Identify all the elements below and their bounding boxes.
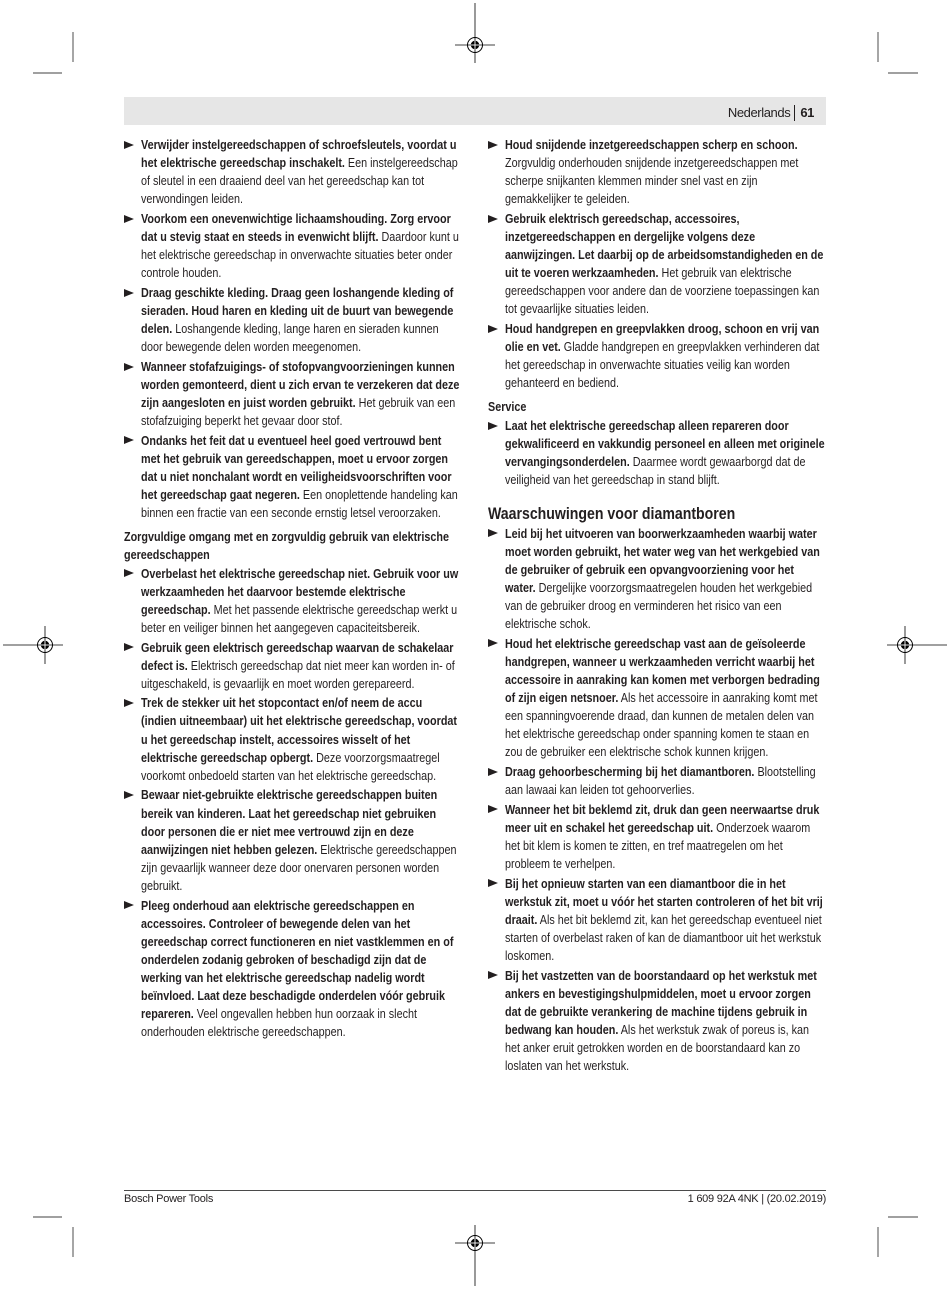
- instruction-text: Als het accessoire in aanraking komt met een spanningvoerende draad, dan kunnen de metalen delen van het elektrische gereedschap onder spanning komen te staan en zou de gebruiker een elektrische schok kunnen krijgen.: [505, 690, 818, 760]
- registration-dot: [41, 641, 49, 649]
- bullet-triangle-icon: [488, 215, 498, 223]
- instruction-text: Als het bit beklemd zit, kan het gereedschap eventueel niet starten of overbelast raken of kan de diamantboor uit het werkstuk loskomen.: [505, 911, 822, 964]
- safety-instruction: [124, 136, 460, 208]
- instruction-text: Veel ongevallen hebben hun oorzaak in slecht onderhouden elektrische gereedschappen.: [141, 1006, 417, 1040]
- left-column: [124, 136, 460, 1043]
- instruction-text: Met het passende elektrische gereedschap werkt u beter en veiliger binnen het aangegeven capaciteitsbereik.: [141, 601, 458, 635]
- registration-dot: [901, 641, 909, 649]
- instruction-emphasis: Houd handgrepen en greepvlakken droog, schoon en vrij van olie en vet.: [505, 321, 820, 355]
- section-heading-careful-use: Zorgvuldige omgang met en zorgvuldig gebruik van elektrische gereedschappen: [124, 529, 449, 563]
- instruction-text: Daardoor kunt u het elektrische gereedschap in onverwachte situaties beter onder controle houden.: [141, 229, 459, 281]
- instruction-emphasis: Houd snijdende inzetgereedschappen scherp en schoon.: [505, 137, 798, 152]
- instruction-text: Gladde handgrepen en greepvlakken verhinderen dat het gereedschap in onverwachte situaties veilig kan worden gehanteerd en bediend.: [505, 339, 820, 391]
- safety-instruction: [488, 801, 826, 873]
- instruction-text: Zorgvuldig onderhouden snijdende inzetgereedschappen met scherpe snijkanten klemmen minder snel vast en zijn gemakkelijker te geleiden.: [505, 155, 799, 207]
- bullet-triangle-icon: [124, 363, 134, 371]
- registration-dot: [471, 1239, 479, 1247]
- instruction-text: Een instelgereedschap of sleutel in een draaiend deel van het gereedschap kan tot verwondingen leiden.: [141, 155, 458, 207]
- bullet-triangle-icon: [488, 325, 498, 333]
- registration-dot: [471, 41, 479, 49]
- bullet-triangle-icon: [124, 643, 134, 651]
- instruction-text: Als het werkstuk zwak of poreus is, kan het anker eruit getrokken worden en de boorstandaard kan zo loslaten van het werkstuk.: [505, 1022, 810, 1074]
- registration-circle: [898, 638, 913, 653]
- instruction-text: Onderzoek waarom het bit klem is komen te zitten, en tref maatregelen om het probleem te verhelpen.: [505, 819, 811, 872]
- instruction-emphasis: Pleeg onderhoud aan elektrische gereedschappen en accessoires. Controleer of bewegende delen van het gereedschap correct functioneren en niet vastklemmen en of onderdelen zodanig gebroken of beschadigd zijn dat de werking van het elektrische gereedschap nadelig wordt beïnvloed. Laat deze beschadigde onderdelen vóór gebruik repareren.: [141, 897, 454, 1022]
- bullet-triangle-icon: [124, 791, 134, 799]
- instruction-text: Dergelijke voorzorgsmaatregelen houden het werkgebied van de gebruiker droog en verminderen het risico van een elektrische schok.: [505, 579, 813, 632]
- bullet-triangle-icon: [488, 422, 498, 430]
- safety-instruction: [124, 897, 460, 1042]
- right-column: [488, 136, 826, 1077]
- instruction-emphasis: Laat het elektrische gereedschap alleen repareren door gekwalificeerd en vakkundig personeel en alleen met originele vervangingsonderdelen.: [505, 418, 825, 470]
- safety-instruction: [124, 786, 460, 895]
- bullet-triangle-icon: [488, 639, 498, 647]
- instruction-text: Deze voorzorgsmaatregel voorkomt onbedoeld starten van het elektrische gereedschap.: [141, 749, 440, 783]
- safety-instruction: [124, 432, 460, 522]
- instruction-emphasis: Wanneer het bit beklemd zit, druk dan geen neerwaartse druk meer uit en schakel het gereedschap uit.: [505, 801, 820, 835]
- registration-circle: [468, 38, 483, 53]
- registration-mark-left: [3, 626, 63, 664]
- safety-instruction: [488, 525, 826, 634]
- instruction-emphasis: Gebruik elektrisch gereedschap, accessoires, inzetgereedschappen en dergelijke volgens deze aanwijzingen. Let daarbij op de arbeidsomstandigheden en de uit te voeren werkzaamheden.: [505, 210, 824, 281]
- safety-instruction: [124, 284, 460, 356]
- instruction-emphasis: Draag gehoorbescherming bij het diamantboren.: [505, 763, 755, 779]
- safety-instruction: [488, 417, 826, 489]
- instruction-emphasis: Gebruik geen elektrisch gereedschap waarvan de schakelaar defect is.: [141, 639, 454, 673]
- instruction-emphasis: Verwijder instelgereedschappen of schroefsleutels, voordat u het elektrische gereedschap inschakelt.: [141, 137, 457, 171]
- safety-instruction: [488, 635, 826, 762]
- instruction-emphasis: Bewaar niet-gebruikte elektrische gereedschappen buiten bereik van kinderen. Laat het gereedschap niet gebruiken door personen die er niet mee vertrouwd zijn en deze aanwijzingen niet hebben gelezen.: [141, 787, 438, 857]
- footer-document-id: 1 609 92A 4NK | (20.02.2019): [687, 1193, 826, 1205]
- footer-brand: Bosch Power Tools: [124, 1193, 214, 1205]
- instruction-text: Loshangende kleding, lange haren en sieraden kunnen door bewegende delen worden meegenomen.: [141, 321, 439, 355]
- page-number: 61: [794, 105, 814, 121]
- bullet-triangle-icon: [488, 529, 498, 537]
- instruction-emphasis: Voorkom een onevenwichtige lichaamshouding. Zorg ervoor dat u stevig staat en steeds in evenwicht blijft.: [141, 210, 451, 245]
- instruction-text: Een onoplettende handeling kan binnen een fractie van een seconde ernstig letsel veroorzaken.: [141, 487, 458, 521]
- page-header: [124, 97, 826, 125]
- section-heading-diamond-drills: Waarschuwingen voor diamantboren: [488, 503, 736, 523]
- registration-mark-top: [455, 3, 495, 63]
- instruction-emphasis: Wanneer stofafzuigings- of stofopvangvoorzieningen kunnen worden gemonteerd, dient u zich ervan te verzekeren dat deze zijn aangesloten en juist worden gebruikt.: [141, 358, 460, 411]
- registration-mark-bottom: [455, 1225, 495, 1286]
- instruction-emphasis: Draag geschikte kleding. Draag geen loshangende kleding of sieraden. Houd haren en kleding uit de buurt van bewegende delen.: [141, 284, 454, 337]
- bullet-triangle-icon: [488, 768, 498, 776]
- bullet-triangle-icon: [124, 289, 134, 297]
- safety-instruction: [488, 210, 826, 319]
- safety-instruction: [124, 210, 460, 282]
- bullet-triangle-icon: [124, 215, 134, 223]
- instruction-emphasis: Overbelast het elektrische gereedschap niet. Gebruik voor uw werkzaamheden het daarvoor bestemde elektrische gereedschap.: [141, 565, 459, 617]
- instruction-emphasis: Houd het elektrische gereedschap vast aan de geïsoleerde handgrepen, wanneer u werkzaamheden verricht waarbij het accessoire in aanraking kan komen met verborgen bedrading of zijn eigen netsnoer.: [505, 635, 820, 705]
- header-label: [728, 99, 814, 127]
- safety-instruction: [124, 694, 460, 784]
- instruction-emphasis: Trek de stekker uit het stopcontact en/of neem de accu (indien uitneembaar) uit het elektrische gereedschap, voordat u het gereedschap instelt, accessoires wisselt of het elektrische gereedschap opbergt.: [141, 695, 458, 765]
- instruction-text: Elektrisch gereedschap dat niet meer kan worden in- of uitgeschakeld, is gevaarlijk en moet worden gerepareerd.: [141, 657, 455, 691]
- instruction-text: Het gebruik van elektrische gereedschappen voor andere dan de voorziene toepassingen kan tot gevaarlijke situaties leiden.: [505, 265, 820, 317]
- instruction-emphasis: Leid bij het uitvoeren van boorwerkzaamheden waarbij water moet worden gebruikt, het water weg van het werkgebied van de gebruiker of gebruik een opvangvoorziening voor het water.: [505, 525, 820, 595]
- safety-instruction: [124, 565, 460, 637]
- instruction-text: Daarmee wordt gewaarborgd dat de veiligheid van het gereedschap in stand blijft.: [505, 454, 806, 488]
- instruction-text: Elektrische gereedschappen zijn gevaarlijk wanneer deze door onervaren personen worden gebruikt.: [141, 841, 457, 893]
- header-language: Nederlands: [727, 105, 791, 120]
- safety-instruction: [488, 967, 826, 1076]
- instruction-text: Het gebruik van een stofafzuiging beperkt het gevaar door stof.: [141, 395, 456, 429]
- bullet-triangle-icon: [124, 141, 134, 149]
- registration-mark-right: [887, 626, 947, 664]
- instruction-emphasis: Bij het opnieuw starten van een diamantboor die in het werkstuk zit, moet u vóór het starten controleren of het bit vrij draait.: [505, 875, 823, 927]
- safety-instruction: [488, 136, 826, 208]
- bullet-triangle-icon: [488, 805, 498, 813]
- safety-instruction: [124, 639, 460, 693]
- safety-instruction: [124, 358, 460, 430]
- bullet-triangle-icon: [488, 971, 498, 979]
- safety-instruction: [488, 320, 826, 392]
- registration-circle: [38, 638, 53, 653]
- instruction-emphasis: Ondanks het feit dat u eventueel heel goed vertrouwd bent met het gebruik van gereedschappen, moet u ervoor zorgen dat u niet nonchalant wordt en veiligheidsvoorschriften voor het gereedschap gaat negeren.: [141, 432, 452, 503]
- footer-divider: [124, 1190, 826, 1191]
- bullet-triangle-icon: [124, 569, 134, 577]
- bullet-triangle-icon: [124, 436, 134, 444]
- bullet-triangle-icon: [488, 141, 498, 149]
- bullet-triangle-icon: [124, 901, 134, 909]
- bullet-triangle-icon: [488, 879, 498, 887]
- bullet-triangle-icon: [124, 699, 134, 707]
- safety-instruction: [488, 875, 826, 965]
- instruction-text: Blootstelling aan lawaai kan leiden tot gehoorverlies.: [505, 763, 816, 798]
- safety-instruction: [488, 763, 826, 799]
- section-heading-service: Service: [488, 398, 527, 414]
- registration-circle: [468, 1236, 483, 1251]
- instruction-emphasis: Bij het vastzetten van de boorstandaard op het werkstuk met ankers en bevestigingshulpmiddelen, moet u ervoor zorgen dat de gebruikte verankering de machine tijdens gebruik in bedwang kan houden.: [505, 967, 817, 1038]
